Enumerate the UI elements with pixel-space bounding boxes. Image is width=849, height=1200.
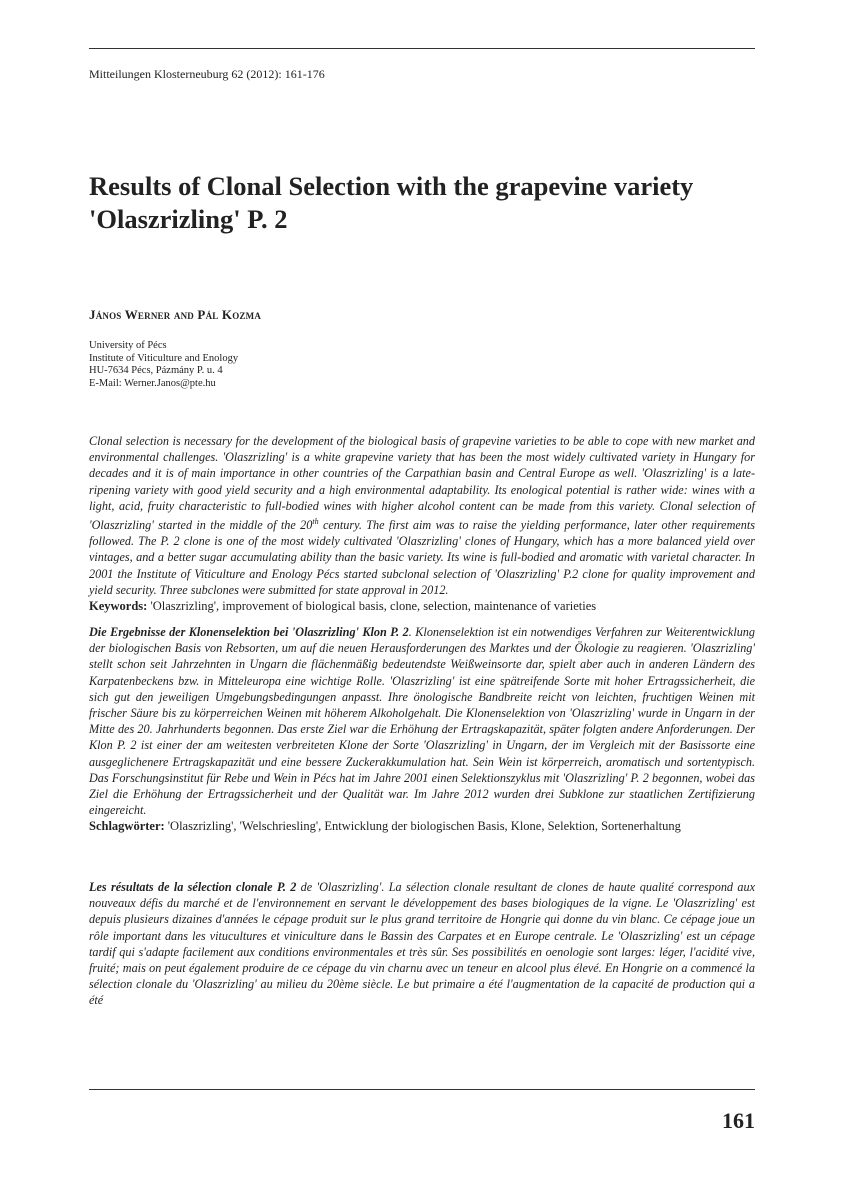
- abstract-english-superscript: th: [312, 517, 319, 527]
- paper-title: Results of Clonal Selection with the grapevine variety 'Olaszrizling' P. 2: [89, 171, 694, 234]
- affiliation-university: University of Pécs: [89, 340, 167, 351]
- keywords-english: [89, 599, 596, 613]
- affiliation: [89, 340, 238, 390]
- page-number: 161: [722, 1108, 755, 1133]
- abstract-english-text-continued: century. The first aim was to raise the yielding performance, later other requirements followed. The P. 2 clone is one of the most widely cultivated 'Olaszrizling' clones of Hungary, which has a more balanced yield over vintages, and a better sugar accumulating ability than the basic variety. Its wine is full-bodied and aromatic with varietal character. In 2001 the Institute of Viticulture and Enology Pécs started subclonal selection of 'Olaszrizling' P.2 clone for quality improvement and yield security. Three subclones were submitted for state approval in 2012.: [89, 518, 755, 597]
- keywords-english-list: 'Olaszrizling', improvement of biological basis, clone, selection, maintenance of varieties: [147, 599, 597, 614]
- abstract-german-heading: Die Ergebnisse der Klonenselektion bei 'Olaszrizling' Klon P. 2: [89, 625, 409, 639]
- abstract-german-text: . Klonenselektion ist ein notwendiges Verfahren zur Weiterentwicklung der biologischen Basis von Rebsorten, um auf die neuen Herausforderungen des Marktes und der Ökologie zu reagieren. 'Olaszrizling' stellt schon seit Jahrzehnten in Ungarn die flächenmäßig bedeutendste Weißweinsorte dar, spielt aber auch in anderen Ländern des Karpatenbeckens bzw. in Mitteleuropa eine wichtige Rolle. 'Olaszrizling' ist eine spätreifende Sorte mit hoher Ertragssicherheit, die sich gut den jeweiligen Umgebungsbedingungen anpasst. Ihre önologische Bandbreite reicht von leichten, fruchtigen Weinen mit frischer Säure bis zu körperreichen Weinen mit höherem Alkoholgehalt. Die Klonenselektion von 'Olaszrizling' wurde in Ungarn in der Mitte des 20. Jahrhunderts begonnen. Das erste Ziel war die Erhöhung der Ertragskapazität, später folgten andere Anforderungen. Der Klon P. 2 ist einer der am weitesten verbreiteten Klone der Sorte 'Olaszrizling' in Ungarn, der im Vergleich mit der Basissorte eine ausgeglichenere Ertragskapazität und eine bessere Zuckerakkumulation hat. Sein Wein ist körperreich, aromatisch und sortentypisch. Das Forschungsinstitut für Rebe und Wein in Pécs hat im Jahre 2001 einen Selektionszyklus mit 'Olaszrizling' P. 2 begonnen, wobei das Ziel die Erhöhung der Ertragssicherheit und der Qualität war. Im Jahre 2012 wurden drei Subklone zur staatlichen Zertifizierung eingereicht.: [89, 625, 755, 818]
- top-rule: [89, 48, 755, 49]
- abstract-german: [89, 624, 755, 835]
- keywords-german-label: Schlagwörter:: [89, 819, 165, 834]
- keywords-german: [89, 819, 681, 833]
- authors: János Werner and Pál Kozma: [89, 307, 262, 322]
- journal-reference: Mitteilungen Klosterneuburg 62 (2012): 161-176: [89, 67, 325, 81]
- affiliation-address: HU-7634 Pécs, Pázmány P. u. 4: [89, 365, 223, 376]
- affiliation-institute: Institute of Viticulture and Enology: [89, 352, 239, 364]
- abstract-french-heading: Les résultats de la sélection clonale P. 2: [89, 880, 297, 894]
- keywords-german-list: 'Olaszrizling', 'Welschriesling', Entwicklung der biologischen Basis, Klone, Selektion, Sortenerhaltung: [164, 819, 681, 834]
- affiliation-email: E-Mail: Werner.Janos@pte.hu: [89, 377, 216, 389]
- abstract-french: [89, 879, 755, 1009]
- keywords-english-label: Keywords:: [89, 599, 148, 614]
- abstract-french-text: de 'Olaszrizling'. La sélection clonale resultant de clones de haute qualité correspond aux nouveaux défis du marché et de l'environnement en servant le développement des bases biologiques de la vigne. Le 'Olaszrizling' est depuis plusieurs dizaines d'années le cépage produit sur le plus grand territoire de Hongrie qui donne du vin blanc. Ce cépage joue un rôle important dans les vitucultures et viniculture dans le Bassin des Carpates et en Europe centrale. Le 'Olaszrizling' est un cépage tardif qui s'adapte facilement aux conditions environmentales et très sûr. Ses possibilités en oenologie sont larges: léger, l'acidité vive, fruité; mais on peut également produire de ce cépage du vin charnu avec un teneur en alcool plus élevé. En Hongrie on a commencé la sélection clonale du 'Olaszrizling' au milieu du 20ème siècle. Le but primaire a été l'augmentation de la capacité de production qui a été: [89, 880, 755, 1008]
- bottom-rule: [89, 1089, 755, 1090]
- abstract-english: [89, 433, 755, 614]
- abstract-english-text: Clonal selection is necessary for the development of the biological basis of grapevine varieties to be able to cope with new market and environmental challenges. 'Olaszrizling' is a white grapevine variety that has been the most widely cultivated variety in Hungary for decades and it is of main importance in other countries of the Carpathian basin and Central Europe as well. 'Olaszrizling' is a late-ripening variety with good yield security and a high environmental adaptability. Its enological potential is rather wide: wines with a light, acid, fruity characteristic to full-bodied wines with higher alcohol content can be made from this variety. Clonal selection of 'Olaszrizling' started in the middle of the 20: [89, 434, 755, 533]
